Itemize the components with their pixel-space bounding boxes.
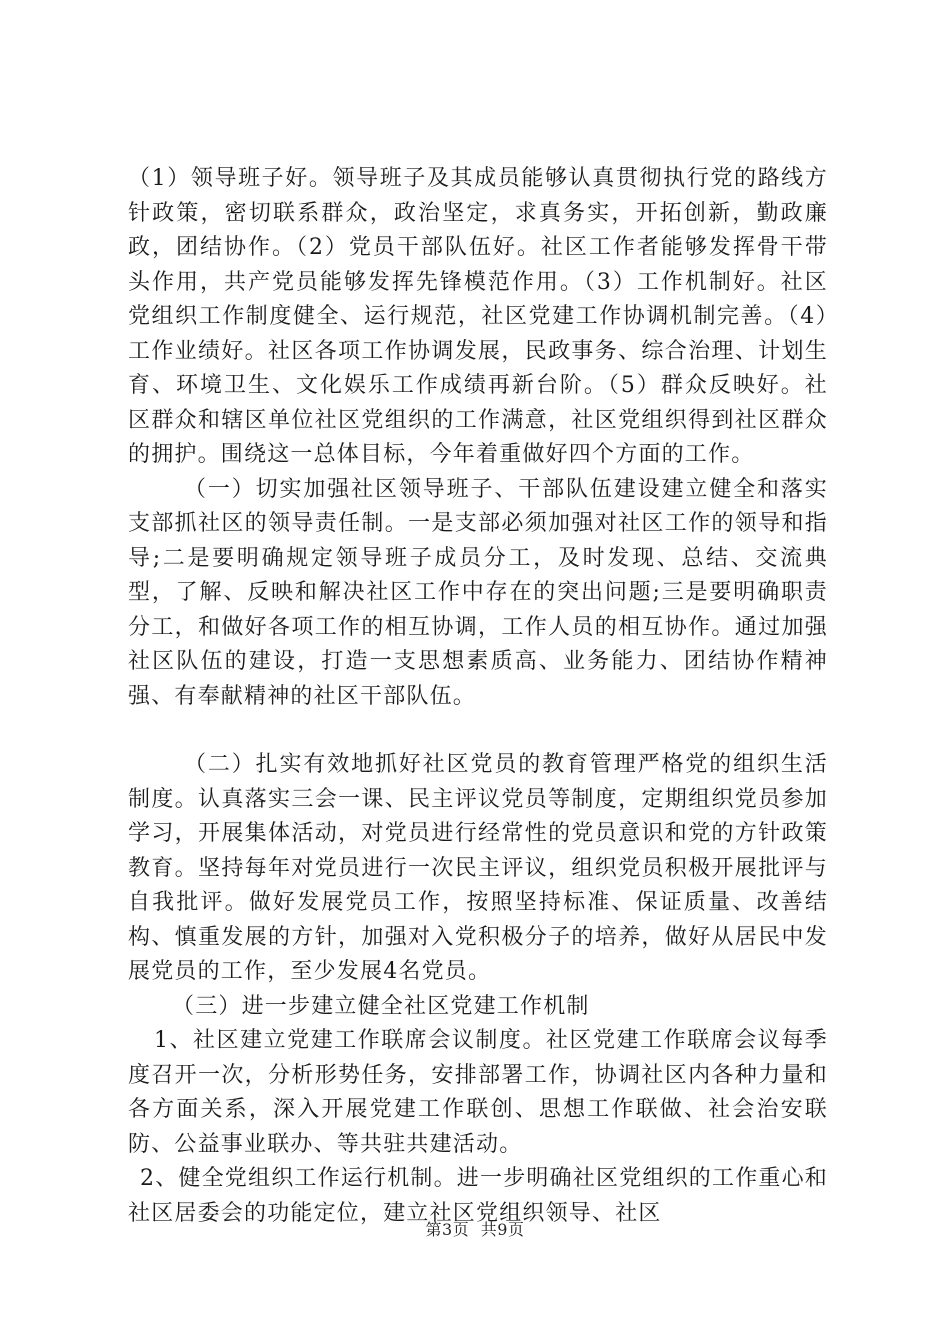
paragraph-item-two: 2、健全党组织工作运行机制。进一步明确社区党组织的工作重心和社区居委会的功能定位，建立社区党组织领导、社区	[128, 1166, 828, 1226]
paragraph-goals: （1）领导班子好。领导班子及其成员能够认真贯彻执行党的路线方针政策，密切联系群众，政治坚定，求真务实，开拓创新，勤政廉政，团结协作。（2）党员干部队伍好。社区工作者能够发挥骨干带头作用，共产党员能够发挥先锋模范作用。（3）工作机制好。社区党组织工作制度健全、运行规范，社区党建工作协调机制完善。（4）工作业绩好。社区各项工作协调发展，民政事务、综合治理、计划生育、环境卫生、文化娱乐工作成绩再新台阶。（5）群众反映好。社区群众和辖区单位社区党组织的工作满意，社区党组织得到社区群众的拥护。围绕这一总体目标，今年着重做好四个方面的工作。	[128, 166, 828, 467]
section-three-heading: （三）进一步建立健全社区党建工作机制	[172, 993, 590, 1019]
page-total: 共9页	[480, 1220, 525, 1239]
paragraph-section-two: （二）扎实有效地抓好社区党员的教育管理严格党的组织生活制度。认真落实三会一课、民主评议党员等制度，定期组织党员参加学习，开展集体活动，对党员进行经常性的党员意识和党的方针政策教育。坚持每年对党员进行一次民主评议，组织党员积极开展批评与自我批评。做好发展党员工作，按照坚持标准、保证质量、改善结构、慎重发展的方针，加强对入党积极分子的培养，做好从居民中发展党员的工作，至少发展4名党员。	[128, 752, 828, 984]
page-footer	[0, 1217, 950, 1240]
document-body	[128, 162, 828, 1231]
page-number: 第3页	[425, 1220, 470, 1239]
paragraph-item-one: 1、社区建立党建工作联席会议制度。社区党建工作联席会议每季度召开一次，分析形势任务，安排部署工作，协调社区内各种力量和各方面关系，深入开展党建工作联创、思想工作联做、社会治安联防、公益事业联办、等共驻共建活动。	[128, 1028, 828, 1157]
paragraph-section-one: （一）切实加强社区领导班子、干部队伍建设建立健全和落实支部抓社区的领导责任制。一是支部必须加强对社区工作的领导和指导;二是要明确规定领导班子成员分工，及时发现、总结、交流典型，了解、反映和解决社区工作中存在的突出问题;三是要明确职责分工，和做好各项工作的相互协调，工作人员的相互协作。通过加强社区队伍的建设，打造一支思想素质高、业务能力、团结协作精神强、有奉献精神的社区干部队伍。	[128, 476, 828, 709]
